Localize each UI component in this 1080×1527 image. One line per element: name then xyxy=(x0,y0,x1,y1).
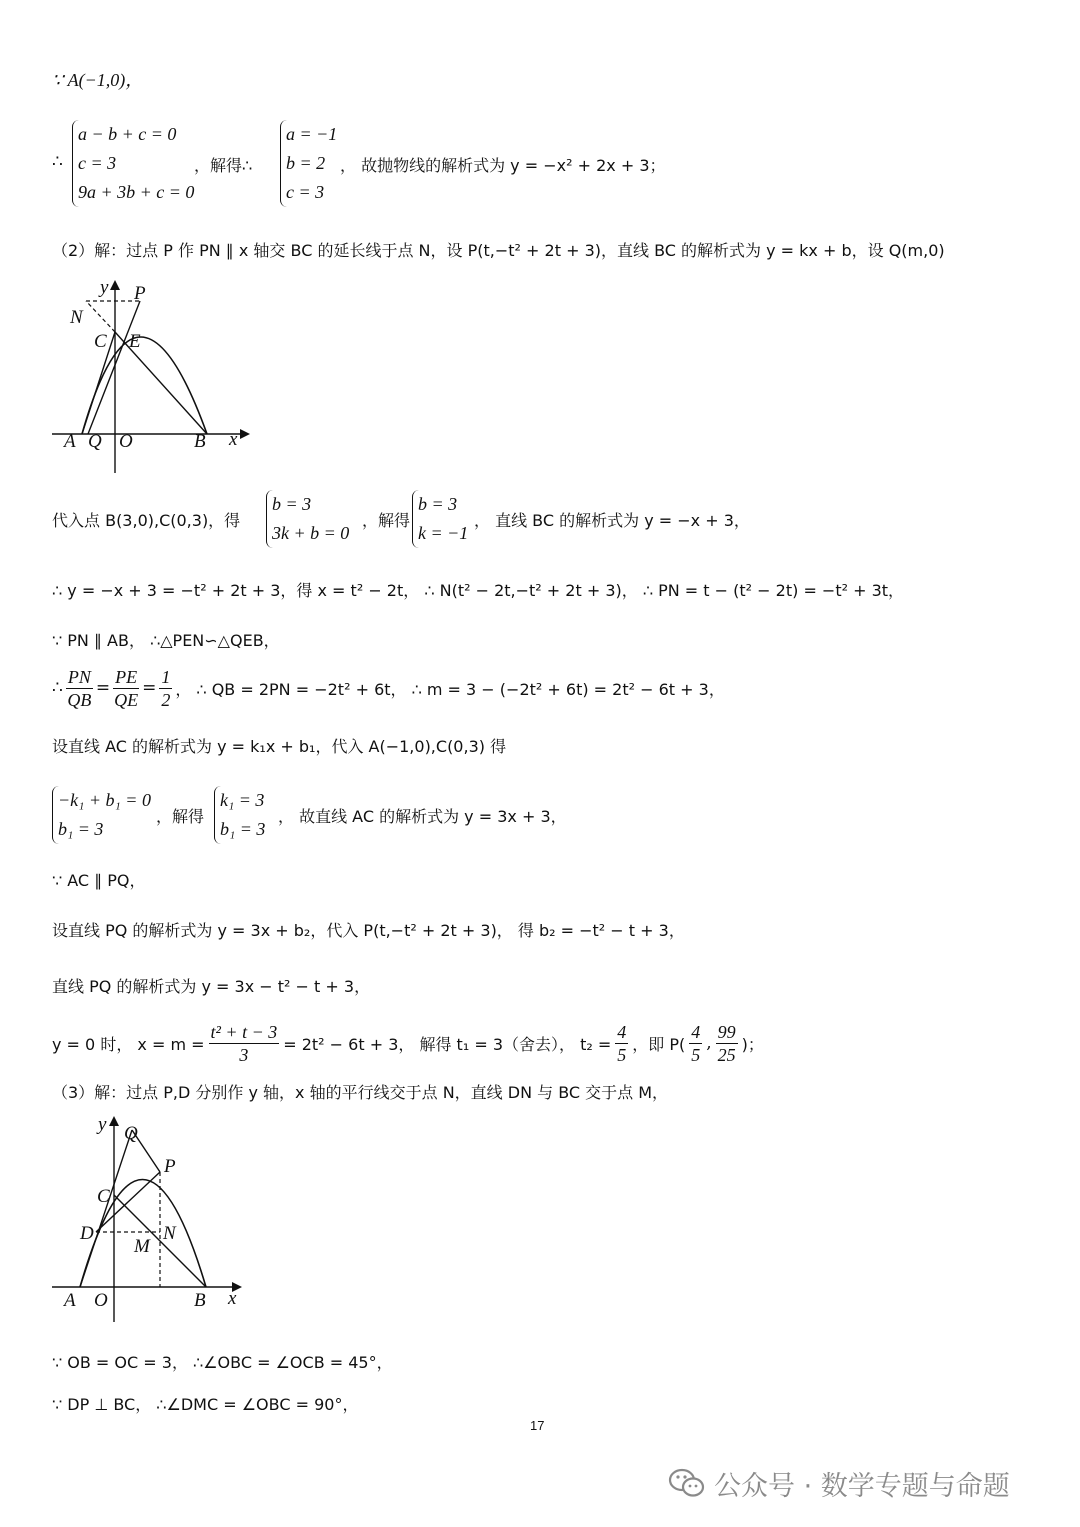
svg-text:C: C xyxy=(94,331,107,352)
svg-text:y: y xyxy=(98,1114,107,1135)
svg-text:P: P xyxy=(164,1156,176,1177)
line-similar: ∵ PN ∥ AB， ∴△PEN∽△QEB， xyxy=(52,631,280,650)
svg-text:O: O xyxy=(119,431,133,452)
equation-system: a − b + c = 0 c = 3 9a + 3b + c = 0 xyxy=(72,120,194,207)
svg-text:M: M xyxy=(134,1236,150,1257)
line-pq-setup: 设直线 PQ 的解析式为 y = 3x + b₂，代入 P(t,−t² + 2t + 3)， 得 b₂ = −t² − t + 3， xyxy=(52,921,685,940)
svg-text:Q: Q xyxy=(88,431,102,452)
line-ratio: ∴ $\frac{PN}{QB}$ = $\frac{PE}{QE}$ = $\frac{1}{2}$ ， ∴ QB = 2PN = −2t² + 6t， ∴ m = 3 − (−2t² + 6t) = 2t² − 6t + 3， xyxy=(52,666,725,710)
svg-text:y: y xyxy=(100,277,109,298)
part-2-heading: （2）解：过点 P 作 PN ∥ x 轴交 BC 的延长线于点 N，设 P(t,−t² + 2t + 3)，直线 BC 的解析式为 y = kx + b，设 Q(m,0) xyxy=(52,241,945,260)
svg-text:x: x xyxy=(228,1288,237,1309)
line-given-a: ∵ A(−1,0)， xyxy=(52,70,144,90)
svg-text:Q: Q xyxy=(124,1123,138,1144)
part-3-heading: （3）解：过点 P,D 分别作 y 轴，x 轴的平行线交于点 N，直线 DN 与 BC 交于点 M， xyxy=(52,1083,669,1102)
line-ac-setup: 设直线 AC 的解析式为 y = k₁x + b₁，代入 A(−1,0),C(0,3) 得 xyxy=(52,737,507,756)
svg-text:C: C xyxy=(97,1186,110,1207)
line-solve-t: y = 0 时， x = m = $\frac{\text{t² + t − 3}}{3}$ = 2t² − 6t + 3， 解得 t₁ = 3（舍去）， t₂ = $\frac{4}{5}$ ，即 P( $\frac{4}{5}$ , $\frac{99}{25}$ )； xyxy=(52,1021,764,1065)
svg-text:A: A xyxy=(64,431,76,452)
svg-text:N: N xyxy=(70,307,83,328)
svg-text:O: O xyxy=(94,1290,108,1311)
line-system-1: ∴ a − b + c = 0 c = 3 9a + 3b + c = 0 ，解得∴ a = −1 b = 2 c = 3 ， 故抛物线的解析式为 y = −x² + 2x + 3； xyxy=(52,120,752,210)
line-ob-oc: ∵ OB = OC = 3， ∴∠OBC = ∠OCB = 45°， xyxy=(52,1353,393,1372)
line-ac-solve: −k₁ + b₁ = 0 b₁ = 3 ，解得 k₁ = 3 b₁ = 3 ， 故直线 AC 的解析式为 y = 3x + 3， xyxy=(52,786,852,846)
solution-system: a = −1 b = 2 c = 3 xyxy=(280,120,337,207)
line-n-coords: ∴ y = −x + 3 = −t² + 2t + 3，得 x = t² − 2t， ∴ N(t² − 2t,−t² + 2t + 3)， ∴ PN = t − (t² − 2t) = −t² + 3t， xyxy=(52,581,905,600)
watermark-text: 公众号 · 数学专题与命题 xyxy=(714,1470,1010,1502)
svg-text:A: A xyxy=(64,1290,76,1311)
svg-text:E: E xyxy=(129,331,141,352)
svg-text:B: B xyxy=(194,431,206,452)
svg-text:P: P xyxy=(134,283,146,304)
svg-text:x: x xyxy=(229,429,238,450)
watermark xyxy=(668,1463,1010,1503)
line-dp-perp: ∵ DP ⊥ BC， ∴∠DMC = ∠OBC = 90°， xyxy=(52,1395,359,1414)
line-pq-formula: 直线 PQ 的解析式为 y = 3x − t² − t + 3， xyxy=(52,977,371,996)
svg-text:N: N xyxy=(163,1223,176,1244)
figure-1 xyxy=(52,275,252,475)
line-ac-parallel: ∵ AC ∥ PQ， xyxy=(52,871,146,890)
svg-text:D: D xyxy=(80,1223,94,1244)
svg-text:B: B xyxy=(194,1290,206,1311)
line-bc-solve: 代入点 B(3,0),C(0,3)，得 b = 3 3k + b = 0 ，解得 b = 3 k = −1 ， 直线 BC 的解析式为 y = −x + 3， xyxy=(52,490,852,550)
wechat-icon xyxy=(668,1467,706,1499)
figure-2 xyxy=(52,1112,252,1327)
page-number: 17 xyxy=(530,1418,545,1433)
